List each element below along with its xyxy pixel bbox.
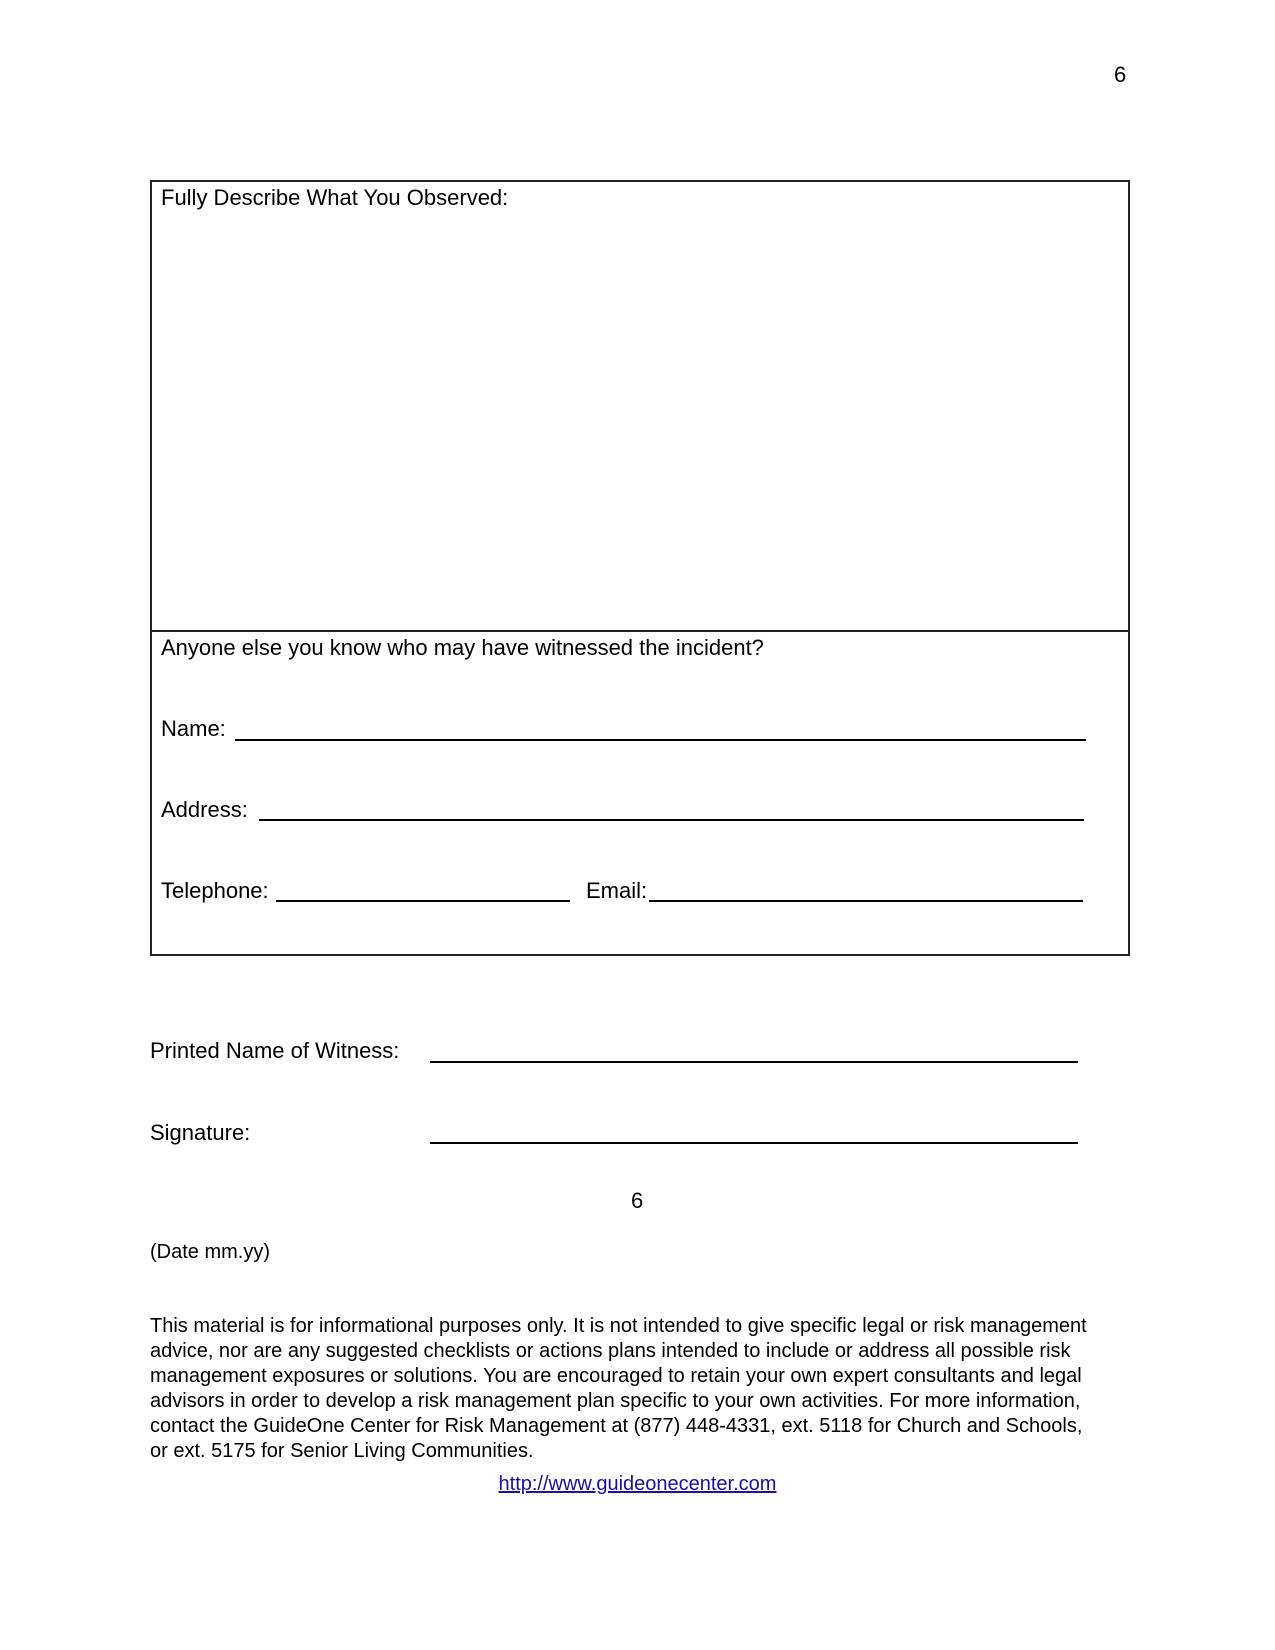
printed-name-label: Printed Name of Witness: <box>150 1038 400 1063</box>
name-field[interactable] <box>235 739 1086 741</box>
website-link[interactable]: http://www.guideonecenter.com <box>498 1473 777 1495</box>
email-label: Email: <box>586 878 648 903</box>
email-field[interactable] <box>649 900 1083 902</box>
witness-question: Anyone else you know who may have witnessed the incident? <box>161 635 764 660</box>
signature-label: Signature: <box>150 1120 251 1145</box>
address-field[interactable] <box>259 819 1084 821</box>
printed-name-field[interactable] <box>430 1061 1078 1063</box>
address-label: Address: <box>161 797 248 822</box>
name-label: Name: <box>161 716 226 741</box>
telephone-label: Telephone: <box>161 878 269 903</box>
page-number-top: 6 <box>1114 62 1127 87</box>
date-label: (Date mm.yy) <box>150 1241 270 1263</box>
page-number-bottom: 6 <box>631 1188 644 1213</box>
telephone-field[interactable] <box>276 900 570 902</box>
observed-label: Fully Describe What You Observed: <box>161 185 509 210</box>
disclaimer-text: This material is for informational purposes only. It is not intended to give specific legal or risk management advice, nor are any suggested checklists or actions plans intended to include or address all possible risk management exposures or solutions. You are encouraged to retain your own expert consultants and legal advisors in order to develop a risk management plan specific to your own activities. For more information, contact the GuideOne Center for Risk Management at (877) 448-4331, ext. 5118 for Church and Schools, or ext. 5175 for Senior Living Communities. <box>150 1315 1087 1462</box>
witness-box <box>150 630 1130 956</box>
signature-field[interactable] <box>430 1142 1078 1144</box>
observed-box[interactable] <box>150 180 1130 632</box>
